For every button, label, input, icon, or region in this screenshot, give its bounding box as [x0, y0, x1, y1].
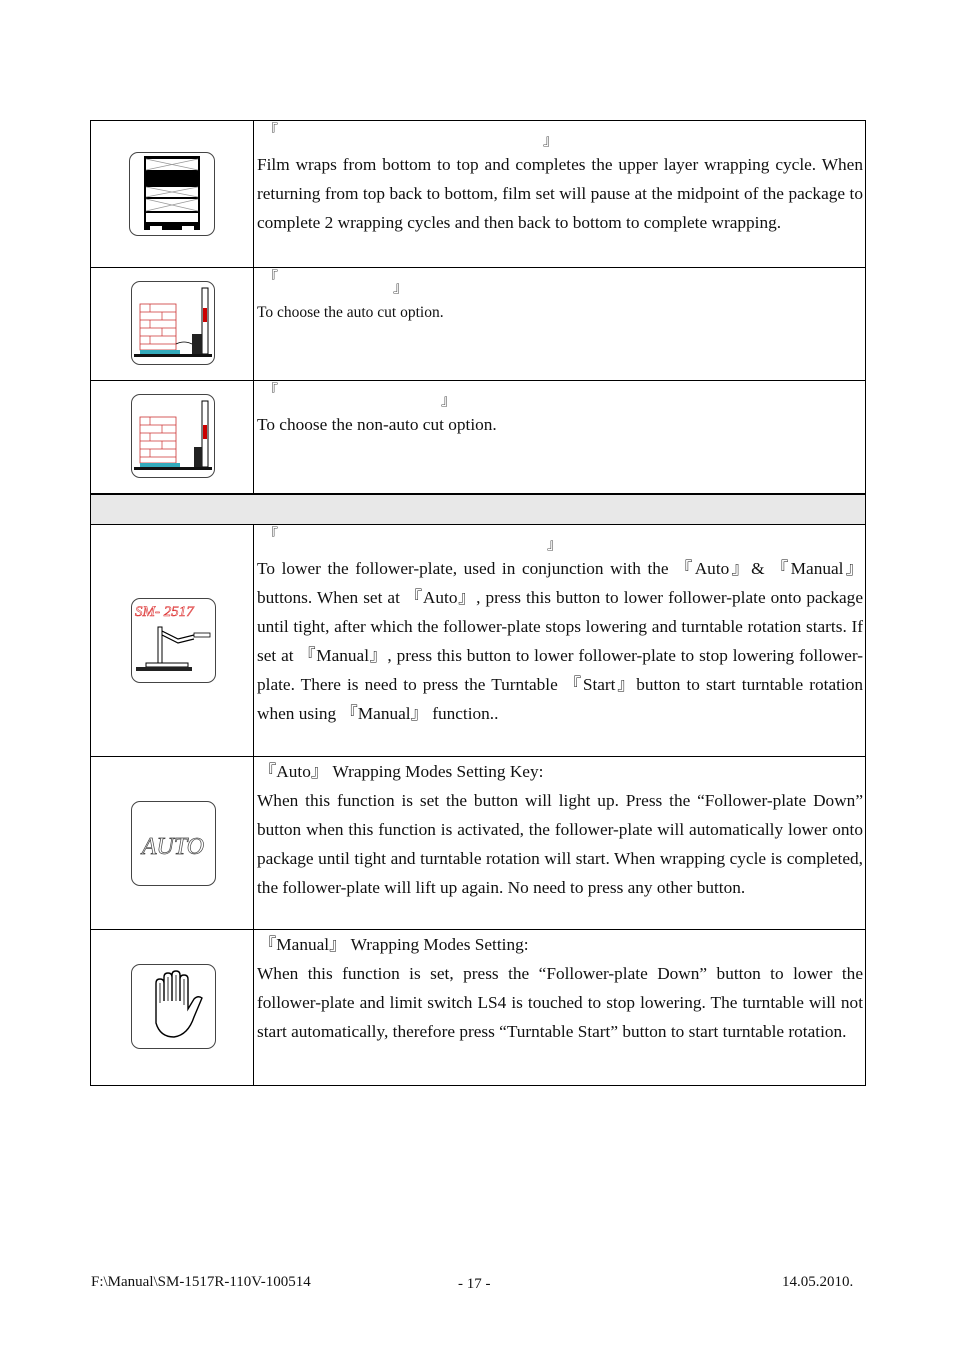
table-row	[91, 757, 865, 930]
table-row	[91, 525, 865, 757]
function-description: To choose the auto cut option.	[257, 304, 444, 321]
table-row	[91, 930, 865, 1085]
icon-cell	[91, 930, 254, 1085]
bracket-close: 』	[441, 393, 457, 409]
description-cell	[255, 381, 865, 493]
icon-cell	[91, 525, 254, 756]
section-band	[91, 494, 865, 525]
function-description: When this function is set the button will light up. Press the “Follower-plate Down” button when this function is activated, the follower-plate will automatically lower onto package until tight and turntable rotation will start. When wrapping cycle is completed, the follower-plate will lift up again. No need to press any other button.	[257, 791, 863, 897]
description-cell	[255, 525, 865, 756]
description-cell	[255, 930, 865, 1085]
icon-cell	[91, 757, 254, 929]
bracket-close: 』	[393, 280, 409, 296]
bracket-open: 『	[263, 270, 279, 286]
bracket-open: 『	[263, 383, 279, 399]
bracket-close: 』	[543, 133, 559, 149]
auto-mode-icon	[131, 801, 216, 886]
table-row	[91, 381, 865, 494]
function-heading	[257, 268, 863, 297]
mode-heading: 『Auto』 Wrapping Modes Setting Key:	[259, 762, 544, 781]
footer-date: 14.05.2010.	[782, 1274, 854, 1290]
footer-page-number: - 17 -	[458, 1276, 491, 1292]
icon-cell	[91, 121, 254, 267]
non-auto-cut-icon	[131, 394, 215, 478]
function-heading	[257, 121, 863, 150]
table-row	[91, 121, 865, 268]
footer-path: F:\Manual\SM-1517R-110V-100514	[91, 1274, 311, 1290]
model-label: SM- 2517	[135, 604, 194, 620]
description-cell	[255, 121, 865, 267]
icon-cell	[91, 268, 254, 380]
function-description: When this function is set, press the “Follower-plate Down” button to lower the follower-plate and limit switch LS4 is touched to stop lowering. The turntable will not start automatically, therefore press “Turntable Start” button to start turntable rotation.	[257, 964, 863, 1041]
auto-label: AUTO	[141, 834, 205, 860]
function-description: To choose the non-auto cut option.	[257, 415, 497, 434]
function-heading	[257, 381, 863, 410]
table-row	[91, 268, 865, 381]
icon-cell	[91, 381, 254, 493]
function-table	[90, 120, 866, 1086]
auto-cut-icon	[131, 281, 215, 365]
bracket-open: 『	[263, 527, 279, 543]
hand-icon	[131, 964, 216, 1049]
follower-plate-down-icon	[131, 598, 216, 683]
description-cell	[255, 268, 865, 380]
bracket-close: 』	[547, 537, 563, 553]
function-heading	[257, 525, 863, 554]
function-description: Film wraps from bottom to top and completes the upper layer wrapping cycle. When returning from top back to bottom, film set will pause at the midpoint of the package to complete 2 wrapping cycles and then back to bottom to complete wrapping.	[257, 155, 863, 232]
mode-heading: 『Manual』 Wrapping Modes Setting:	[259, 935, 529, 954]
function-description: To lower the follower-plate, used in conjunction with the 『Auto』& 『Manual』 buttons. When set at 『Auto』, press this button to lower follower-plate onto package until tight, after which the follower-plate stops lowering and turntable rotation starts. If set at 『Manual』, press this button to lower follower-plate to stop lowering follower-plate. There is need to press the Turntable 『Start』button to start turntable rotation when using 『Manual』 function..	[257, 559, 863, 723]
wrapping-cycle-icon	[129, 152, 215, 236]
bracket-open: 『	[263, 123, 279, 139]
description-cell	[255, 757, 865, 929]
